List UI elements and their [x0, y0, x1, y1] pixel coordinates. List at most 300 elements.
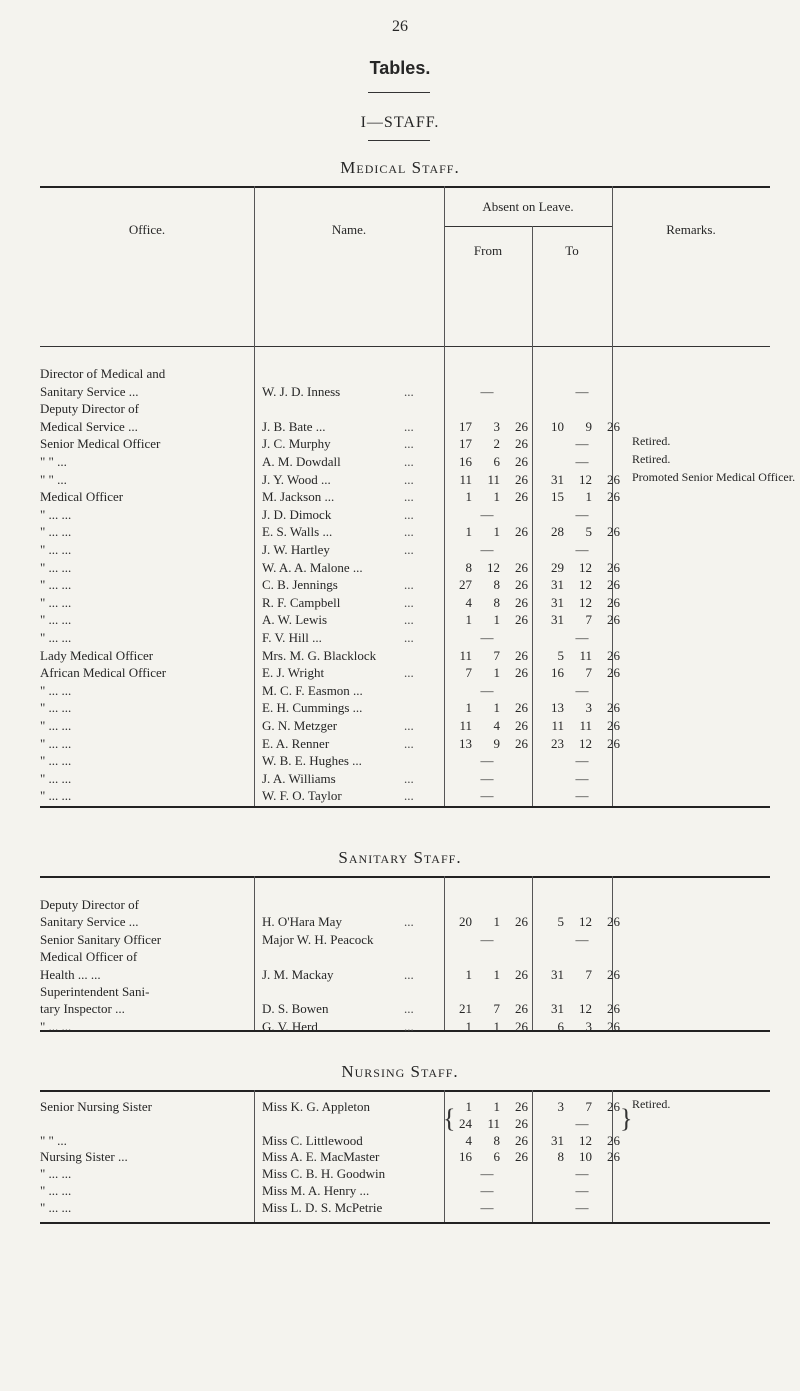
to-date-part: 26	[607, 418, 620, 434]
name-cell: G. N. Metzger	[262, 718, 338, 733]
office-cell: " ... ...	[40, 700, 72, 716]
table-row	[0, 1098, 800, 1115]
to-date-part: 31	[551, 471, 564, 487]
to-date-part: 6	[557, 1018, 564, 1034]
from-date-part: 8	[493, 577, 500, 593]
from-date-part: 16	[459, 1149, 472, 1165]
name-cell: E. H. Cummings ...	[262, 700, 363, 716]
table-row	[0, 664, 800, 681]
to-dash: —	[575, 931, 589, 947]
col-remarks-header: Remarks.	[666, 222, 716, 237]
from-dash: —	[480, 1166, 494, 1182]
table-row	[0, 453, 800, 470]
from-date-part: 1	[465, 1018, 472, 1034]
from-date-part: 1	[493, 665, 500, 681]
from-date-part: 8	[493, 594, 500, 610]
to-date-part: 5	[585, 524, 592, 540]
table-bottom-rule	[40, 806, 770, 808]
from-dash: —	[480, 542, 494, 557]
from-dash: —	[480, 788, 494, 804]
table-row	[0, 913, 800, 930]
from-date-part: 11	[459, 647, 472, 663]
to-date-part: 11	[579, 718, 592, 733]
from-date-part: 11	[459, 471, 472, 487]
name-cell: W. J. D. Inness	[262, 383, 341, 399]
to-date-part: 26	[607, 559, 620, 575]
table-row	[0, 365, 800, 382]
to-date-part: 26	[607, 1132, 620, 1148]
to-date-part: 26	[607, 700, 620, 716]
name-cell: Miss K. G. Appleton	[262, 1099, 370, 1114]
office-cell: " ... ...	[40, 559, 72, 575]
from-date-part: 7	[493, 647, 500, 663]
from-dash: —	[480, 506, 494, 522]
to-date-part: 11	[551, 718, 564, 733]
office-cell: Medical Officer of	[40, 949, 138, 965]
table-row	[0, 787, 800, 804]
name-cell: Miss L. D. S. McPetrie	[262, 1199, 383, 1215]
to-date-part: 26	[607, 524, 620, 540]
name-cell: R. F. Campbell	[262, 594, 341, 610]
from-date-part: 1	[465, 1099, 472, 1114]
office-cell: Deputy Director of	[40, 897, 139, 912]
to-date-part: 26	[607, 647, 620, 663]
to-date-part: 12	[579, 1132, 592, 1148]
leader-dots: ...	[404, 718, 414, 733]
from-date-part: 8	[493, 1132, 500, 1148]
leader-dots: ...	[404, 612, 414, 628]
name-cell: J. W. Hartley	[262, 542, 330, 557]
name-cell: Mrs. M. G. Blacklock	[262, 647, 377, 663]
table-row	[0, 1199, 800, 1216]
to-dash: —	[575, 506, 589, 522]
remark-cell: Retired.	[632, 434, 671, 449]
header-bottom-rule	[40, 346, 770, 347]
from-date-part: 16	[459, 454, 472, 469]
to-dash: —	[575, 1183, 589, 1198]
table-row	[0, 1000, 800, 1017]
from-date-part: 9	[493, 735, 500, 751]
name-cell: W. F. O. Taylor	[262, 788, 342, 804]
table-row	[0, 629, 800, 646]
from-date-part: 1	[465, 489, 472, 505]
from-date-part: 26	[515, 914, 528, 930]
name-cell: F. V. Hill ...	[262, 630, 322, 645]
name-cell: Major W. H. Peacock	[262, 931, 374, 947]
table-row	[0, 735, 800, 752]
table-row	[0, 400, 800, 417]
from-date-part: 26	[515, 1149, 528, 1165]
leader-dots: ...	[404, 1018, 414, 1034]
office-cell: " ... ...	[40, 770, 72, 786]
sanitary-top-rule	[40, 876, 770, 878]
to-date-part: 26	[607, 594, 620, 610]
nursing-bottom-rule	[40, 1222, 770, 1224]
title-rule	[368, 92, 430, 93]
from-date-part: 26	[515, 966, 528, 982]
col-to-header: To	[565, 243, 579, 258]
from-date-part: 1	[465, 524, 472, 540]
office-cell: " ... ...	[40, 1199, 72, 1215]
leader-dots: ...	[404, 770, 414, 786]
to-date-part: 26	[607, 665, 620, 681]
to-date-part: 31	[551, 612, 564, 628]
leader-dots: ...	[404, 418, 414, 434]
to-date-part: 26	[607, 718, 620, 733]
from-date-part: 26	[515, 647, 528, 663]
office-cell: Senior Medical Officer	[40, 436, 161, 452]
from-date-part: 4	[493, 718, 500, 733]
nursing-heading: Nursing Staff.	[341, 1062, 459, 1081]
office-cell: " ... ...	[40, 1183, 72, 1198]
from-dash: —	[480, 682, 494, 698]
office-cell: " " ...	[40, 1132, 67, 1148]
from-date-part: 27	[459, 577, 472, 593]
from-date-part: 1	[493, 612, 500, 628]
name-cell: H. O'Hara May	[262, 914, 342, 930]
office-cell: Senior Nursing Sister	[40, 1099, 152, 1114]
leader-dots: ...	[404, 489, 414, 505]
from-date-part: 26	[515, 718, 528, 733]
name-cell: W. B. E. Hughes ...	[262, 753, 362, 769]
table-row	[0, 611, 800, 628]
office-cell: African Medical Officer	[40, 665, 167, 681]
col-from-header: From	[473, 243, 503, 258]
table-row	[0, 1018, 800, 1035]
to-dash: —	[575, 770, 589, 786]
name-cell: E. J. Wright	[262, 665, 325, 681]
col-absent-header: Absent on Leave.	[482, 199, 574, 214]
from-dash: —	[480, 1183, 494, 1198]
to-date-part: 26	[607, 577, 620, 593]
to-date-part: 3	[557, 1099, 564, 1114]
name-cell: J. A. Williams	[262, 770, 336, 786]
from-date-part: 26	[515, 454, 528, 469]
leader-dots: ...	[404, 577, 414, 593]
leader-dots: ...	[404, 383, 414, 399]
table-row	[0, 647, 800, 664]
to-dash: —	[575, 1199, 589, 1215]
name-cell: Miss M. A. Henry ...	[262, 1183, 370, 1198]
to-dash: —	[575, 383, 589, 399]
leader-dots: ...	[404, 788, 414, 804]
name-cell: J. C. Murphy	[262, 436, 331, 452]
office-cell: " ... ...	[40, 753, 72, 769]
office-cell: " ... ...	[40, 542, 72, 557]
office-cell: Medical Service ...	[40, 418, 138, 434]
section-rule	[368, 140, 430, 141]
table-row	[0, 541, 800, 558]
to-date-part: 26	[607, 1018, 620, 1034]
leader-dots: ...	[404, 966, 414, 982]
from-date-part: 17	[459, 418, 472, 434]
office-cell: Medical Officer	[40, 489, 124, 505]
name-cell: J. D. Dimock	[262, 506, 332, 522]
table-row	[0, 1132, 800, 1149]
to-date-part: 5	[557, 914, 564, 930]
from-date-part: 11	[487, 471, 500, 487]
table-row	[0, 418, 800, 435]
to-date-part: 7	[585, 665, 592, 681]
from-date-part: 26	[515, 665, 528, 681]
to-date-part: 10	[551, 418, 564, 434]
office-cell: " ... ...	[40, 1166, 72, 1182]
name-cell: A. M. Dowdall	[262, 454, 341, 469]
brace-glyph: {	[443, 1104, 456, 1133]
office-cell: " ... ...	[40, 577, 72, 593]
office-cell: " ... ...	[40, 524, 72, 540]
remark-cell: Promoted Senior Medical Officer.	[632, 469, 796, 484]
to-date-part: 31	[551, 966, 564, 982]
office-cell: Sanitary Service ...	[40, 383, 139, 399]
office-cell: " ... ...	[40, 1018, 72, 1034]
to-date-part: 3	[585, 1018, 592, 1034]
to-date-part: 26	[607, 612, 620, 628]
leader-dots: ...	[404, 665, 414, 681]
to-date-part: 26	[607, 735, 620, 751]
from-date-part: 17	[459, 436, 472, 452]
col-office-header: Office.	[128, 222, 166, 237]
office-cell: tary Inspector ...	[40, 1001, 125, 1017]
from-date-part: 11	[459, 718, 472, 733]
leader-dots: ...	[404, 914, 414, 930]
to-dash: —	[575, 788, 589, 804]
office-cell: " ... ...	[40, 682, 72, 698]
leader-dots: ...	[404, 436, 414, 452]
office-cell: Senior Sanitary Officer	[40, 931, 162, 947]
from-date-part: 26	[515, 735, 528, 751]
from-date-part: 7	[465, 665, 472, 681]
from-date-part: 6	[493, 454, 500, 469]
name-cell: E. A. Renner	[262, 735, 330, 751]
to-date-part: 9	[585, 418, 592, 434]
to-dash: —	[575, 682, 589, 698]
office-cell: Director of Medical and	[40, 366, 166, 381]
table-row	[0, 506, 800, 523]
col-name-header: Name.	[331, 222, 367, 237]
office-cell: Health ... ...	[40, 966, 101, 982]
brace-glyph: }	[620, 1104, 633, 1133]
office-cell: Deputy Director of	[40, 401, 139, 417]
table-row	[0, 1148, 800, 1165]
name-cell: J. M. Mackay	[262, 966, 334, 982]
from-date-part: 1	[465, 612, 472, 628]
from-date-part: 1	[465, 700, 472, 716]
to-date-part: 12	[579, 1001, 592, 1017]
table-row	[0, 488, 800, 505]
to-dash: —	[575, 436, 589, 452]
from-date-part: 26	[515, 1018, 528, 1034]
to-dash: —	[575, 630, 589, 645]
from-date-part: 12	[487, 559, 500, 575]
to-date-part: 16	[551, 665, 564, 681]
office-cell: " ... ...	[40, 612, 72, 628]
from-date-part: 1	[493, 1099, 500, 1114]
from-date-part: 2	[493, 436, 500, 452]
table-row	[0, 682, 800, 699]
name-cell: A. W. Lewis	[262, 612, 327, 628]
table-row	[0, 559, 800, 576]
office-cell: Nursing Sister ...	[40, 1149, 128, 1165]
table-row	[0, 576, 800, 593]
leader-dots: ...	[404, 524, 414, 540]
leader-dots: ...	[404, 542, 414, 557]
from-date-part: 1	[493, 489, 500, 505]
to-date-part: 12	[579, 559, 592, 575]
from-date-part: 4	[465, 1132, 472, 1148]
to-date-part: 10	[579, 1149, 592, 1165]
office-cell: " " ...	[40, 471, 67, 487]
to-date-part: 12	[579, 577, 592, 593]
from-dash: —	[480, 1199, 494, 1215]
from-date-part: 1	[493, 1018, 500, 1034]
leader-dots: ...	[404, 454, 414, 469]
from-date-part: 21	[459, 1001, 472, 1017]
to-date-part: 7	[585, 612, 592, 628]
from-date-part: 26	[515, 1001, 528, 1017]
to-date-part: 7	[585, 966, 592, 982]
table-row	[0, 931, 800, 948]
from-date-part: 26	[515, 700, 528, 716]
from-dash: —	[480, 630, 494, 645]
table-row	[0, 983, 800, 1000]
table-row	[0, 435, 800, 452]
to-dash: —	[575, 753, 589, 769]
from-date-part: 26	[515, 418, 528, 434]
from-date-part: 26	[515, 436, 528, 452]
to-date-part: 26	[607, 1099, 620, 1114]
remark-cell: Retired.	[632, 1097, 671, 1111]
from-date-part: 1	[465, 966, 472, 982]
table-row	[0, 896, 800, 913]
page-number: 26	[392, 18, 408, 35]
to-date-part: 26	[607, 1001, 620, 1017]
from-date-part: 26	[515, 1115, 528, 1131]
name-cell: G. V. Herd	[262, 1018, 318, 1034]
name-cell: D. S. Bowen	[262, 1001, 329, 1017]
leader-dots: ...	[404, 735, 414, 751]
to-date-part: 26	[607, 914, 620, 930]
to-date-part: 26	[607, 471, 620, 487]
from-date-part: 7	[493, 1001, 500, 1017]
name-cell: J. B. Bate ...	[262, 418, 326, 434]
table-row	[0, 948, 800, 965]
from-dash: —	[480, 770, 494, 786]
office-cell: " ... ...	[40, 788, 72, 804]
table-row	[0, 523, 800, 540]
to-date-part: 31	[551, 1132, 564, 1148]
office-cell: " ... ...	[40, 506, 72, 522]
table-top-rule	[40, 186, 770, 188]
from-dash: —	[480, 753, 494, 769]
to-date-part: 12	[579, 914, 592, 930]
from-date-part: 1	[493, 524, 500, 540]
leader-dots: ...	[404, 471, 414, 487]
from-date-part: 3	[493, 418, 500, 434]
name-cell: M. C. F. Easmon ...	[262, 682, 363, 698]
from-date-part: 26	[515, 594, 528, 610]
table-row	[0, 770, 800, 787]
from-dash: —	[480, 383, 494, 399]
to-date-part: 26	[607, 489, 620, 505]
from-date-part: 1	[493, 914, 500, 930]
to-date-part: 26	[607, 966, 620, 982]
to-date-part: 26	[607, 1149, 620, 1165]
table-row	[0, 1182, 800, 1199]
to-dash: —	[575, 1166, 589, 1182]
to-date-part: 15	[551, 489, 564, 505]
to-date-part: 13	[551, 700, 564, 716]
office-cell: " ... ...	[40, 735, 72, 751]
to-dash: —	[575, 454, 589, 469]
table-row	[0, 966, 800, 983]
from-date-part: 1	[493, 966, 500, 982]
absent-sub-rule	[444, 226, 612, 227]
from-date-part: 26	[515, 577, 528, 593]
to-dash: —	[575, 542, 589, 557]
office-cell: Sanitary Service ...	[40, 914, 139, 930]
to-date-part: 11	[579, 647, 592, 663]
to-date-part: 12	[579, 594, 592, 610]
to-date-part: 31	[551, 1001, 564, 1017]
from-date-part: 26	[515, 612, 528, 628]
name-cell: Miss C. Littlewood	[262, 1132, 363, 1148]
office-cell: " ... ...	[40, 718, 72, 733]
to-date-part: 28	[551, 524, 564, 540]
to-date-part: 1	[585, 489, 592, 505]
from-date-part: 13	[459, 735, 472, 751]
office-cell: " ... ...	[40, 630, 72, 645]
from-date-part: 26	[515, 524, 528, 540]
table-row	[0, 752, 800, 769]
remark-cell: Retired.	[632, 452, 671, 466]
table-row	[0, 1165, 800, 1182]
medical-heading: Medical Staff.	[340, 158, 460, 177]
leader-dots: ...	[404, 630, 414, 645]
to-dash: —	[575, 1115, 589, 1131]
from-date-part: 26	[515, 559, 528, 575]
table-row	[0, 699, 800, 716]
to-date-part: 12	[579, 471, 592, 487]
name-cell: E. S. Walls ...	[262, 524, 333, 540]
nursing-top-rule	[40, 1090, 770, 1092]
table-row	[0, 471, 800, 488]
to-date-part: 8	[557, 1149, 564, 1165]
from-date-part: 26	[515, 489, 528, 505]
from-date-part: 20	[459, 914, 472, 930]
from-date-part: 26	[515, 1132, 528, 1148]
name-cell: Miss A. E. MacMaster	[262, 1149, 380, 1165]
leader-dots: ...	[404, 506, 414, 522]
name-cell: C. B. Jennings	[262, 577, 338, 593]
name-cell: M. Jackson ...	[262, 489, 335, 505]
to-date-part: 29	[551, 559, 564, 575]
table-row	[0, 1115, 800, 1132]
from-date-part: 4	[465, 594, 472, 610]
page-title: Tables.	[369, 58, 431, 78]
table-row	[0, 594, 800, 611]
from-date-part: 6	[493, 1149, 500, 1165]
to-date-part: 23	[551, 735, 564, 751]
table-row	[0, 383, 800, 400]
sanitary-heading: Sanitary Staff.	[338, 848, 462, 867]
from-date-part: 8	[465, 559, 472, 575]
to-date-part: 31	[551, 594, 564, 610]
leader-dots: ...	[404, 1001, 414, 1017]
to-date-part: 12	[579, 735, 592, 751]
leader-dots: ...	[404, 594, 414, 610]
name-cell: J. Y. Wood ...	[262, 471, 331, 487]
